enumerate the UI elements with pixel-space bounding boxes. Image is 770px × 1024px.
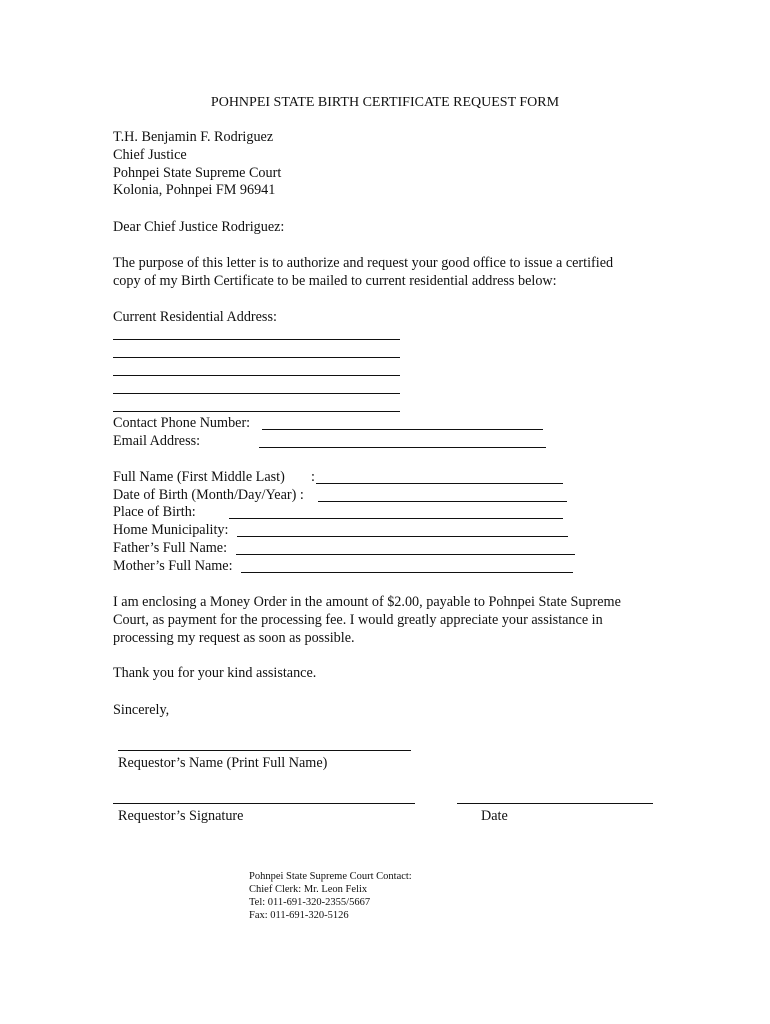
closing-text: Sincerely, <box>113 702 170 718</box>
address-line-4[interactable] <box>113 393 400 394</box>
father-name-label: Father’s Full Name: <box>113 540 228 556</box>
address-line-5[interactable] <box>113 411 400 412</box>
email-field-line[interactable] <box>259 447 546 448</box>
full-name-colon: : <box>311 469 315 485</box>
purpose-line-1: The purpose of this letter is to authorize and request your good office to issue a certified <box>113 255 614 271</box>
payment-line-2: Court, as payment for the processing fee. I would greatly appreciate your assistance in <box>113 612 603 628</box>
place-of-birth-field-line[interactable] <box>229 518 563 519</box>
place-of-birth-label: Place of Birth: <box>113 504 196 520</box>
thanks-text: Thank you for your kind assistance. <box>113 665 317 681</box>
requestor-signature-label: Requestor’s Signature <box>118 808 244 824</box>
dob-label: Date of Birth (Month/Day/Year) : <box>113 487 304 503</box>
footer-tel: Tel: 011-691-320-2355/5667 <box>249 897 371 908</box>
address-line-3[interactable] <box>113 375 400 376</box>
footer-fax: Fax: 011-691-320-5126 <box>249 910 349 921</box>
father-name-field-line[interactable] <box>236 554 575 555</box>
home-municipality-field-line[interactable] <box>237 536 568 537</box>
addressee-location: Kolonia, Pohnpei FM 96941 <box>113 182 276 198</box>
phone-label: Contact Phone Number: <box>113 415 251 431</box>
payment-line-1: I am enclosing a Money Order in the amount of $2.00, payable to Pohnpei State Supreme <box>113 594 621 610</box>
form-title: POHNPEI STATE BIRTH CERTIFICATE REQUEST FORM <box>210 95 560 110</box>
requestor-signature-line[interactable] <box>113 803 415 804</box>
email-label: Email Address: <box>113 433 201 449</box>
mother-name-field-line[interactable] <box>241 572 573 573</box>
purpose-line-2: copy of my Birth Certificate to be mailed to current residential address below: <box>113 273 557 289</box>
full-name-label: Full Name (First Middle Last) <box>113 469 285 485</box>
home-municipality-label: Home Municipality: <box>113 522 229 538</box>
dob-field-line[interactable] <box>318 501 567 502</box>
phone-field-line[interactable] <box>262 429 543 430</box>
full-name-field-line[interactable] <box>316 483 563 484</box>
salutation: Dear Chief Justice Rodriguez: <box>113 219 285 235</box>
address-label: Current Residential Address: <box>113 309 277 325</box>
requestor-name-label: Requestor’s Name (Print Full Name) <box>118 755 328 771</box>
mother-name-label: Mother’s Full Name: <box>113 558 233 574</box>
addressee-name: T.H. Benjamin F. Rodriguez <box>113 129 274 145</box>
footer-contact-heading: Pohnpei State Supreme Court Contact: <box>249 871 412 882</box>
footer-chief-clerk: Chief Clerk: Mr. Leon Felix <box>249 884 368 895</box>
addressee-title: Chief Justice <box>113 147 187 163</box>
address-line-2[interactable] <box>113 357 400 358</box>
address-line-1[interactable] <box>113 339 400 340</box>
date-label: Date <box>481 808 508 824</box>
requestor-name-line[interactable] <box>118 750 411 751</box>
date-line[interactable] <box>457 803 653 804</box>
payment-line-3: processing my request as soon as possible. <box>113 630 355 646</box>
addressee-court: Pohnpei State Supreme Court <box>113 165 282 181</box>
